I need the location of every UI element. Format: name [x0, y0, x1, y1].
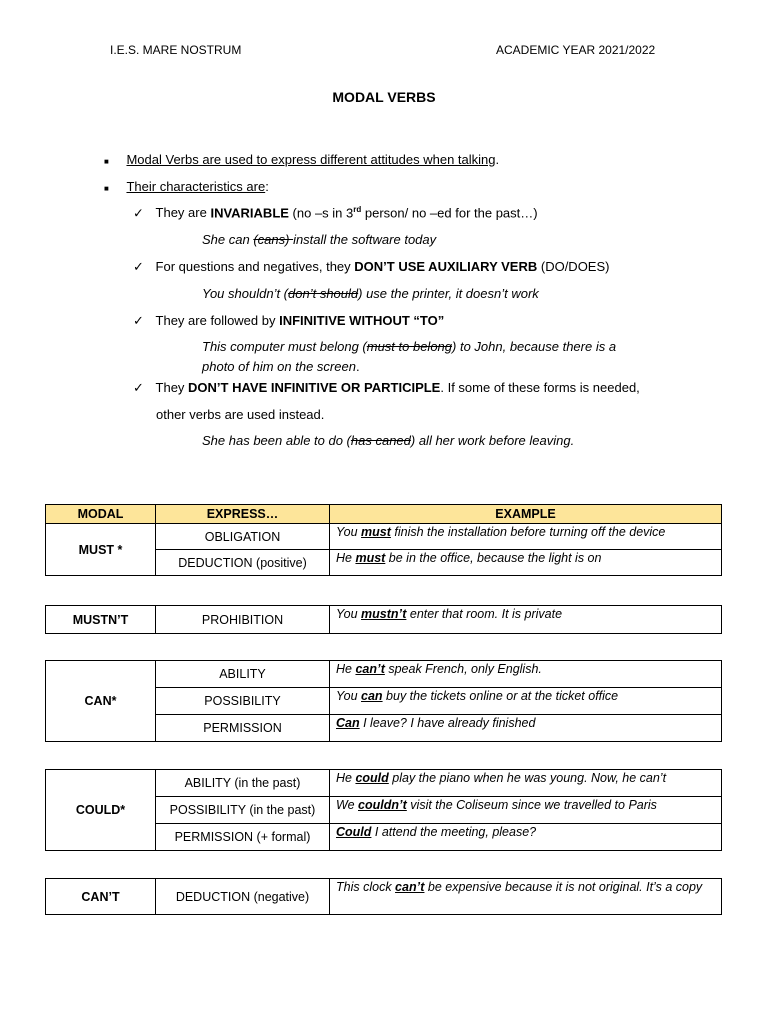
modal-table-can [45, 660, 722, 742]
express-cell: ABILITY [156, 661, 330, 688]
modal-cell: COULD* [46, 770, 156, 851]
page-title: MODAL VERBS [332, 89, 436, 105]
modal-cell: MUST * [46, 524, 156, 576]
modal-table-could [45, 769, 722, 851]
express-cell: PERMISSION (+ formal) [156, 824, 330, 851]
table-row [46, 879, 722, 915]
text: install the software today [293, 232, 437, 247]
text: I attend the meeting, please? [371, 825, 537, 839]
bold-text: INVARIABLE [210, 205, 289, 221]
text: You [336, 525, 362, 539]
bullet-text: Their characteristics are [126, 179, 266, 194]
text: They are [155, 205, 211, 221]
text: speak French, only English. [384, 662, 542, 676]
example-sentence-cont [202, 359, 360, 374]
keyword: Can [336, 716, 360, 730]
modal-table-must [45, 504, 722, 576]
text: For questions and negatives, they [155, 259, 355, 274]
text: He [336, 771, 356, 785]
bold-text: DON’T HAVE INFINITIVE OR PARTICIPLE [188, 380, 441, 395]
express-cell: DEDUCTION (negative) [156, 879, 330, 915]
academic-year: ACADEMIC YEAR 2021/2022 [496, 43, 656, 57]
modal-cell: CAN* [46, 661, 156, 742]
keyword: must [355, 551, 386, 565]
text: person/ no –ed for the past…) [361, 205, 538, 221]
keyword: couldn’t [358, 798, 407, 812]
example-cell [330, 688, 722, 715]
text: buy the tickets online or at the ticket office [382, 689, 619, 703]
bullet-list-item [104, 152, 499, 167]
example-sentence [202, 339, 616, 354]
example-sentence [202, 232, 436, 247]
express-cell: POSSIBILITY [156, 688, 330, 715]
text: This clock [336, 880, 396, 894]
example-cell [330, 824, 722, 851]
bullet-list-item [104, 179, 269, 194]
example-cell [330, 524, 722, 550]
struck-text: (cans) [253, 232, 294, 247]
text: ) to John, because there is a [452, 339, 617, 354]
text: You [336, 689, 362, 703]
table-row [46, 770, 722, 797]
example-cell [330, 550, 722, 576]
text: She has been able to do ( [202, 433, 351, 448]
header-modal: MODAL [46, 505, 156, 524]
keyword: must [361, 525, 391, 539]
text: ) use the printer, it doesn’t work [358, 286, 539, 301]
example-cell [330, 715, 722, 742]
express-cell: POSSIBILITY (in the past) [156, 797, 330, 824]
text: They [155, 380, 189, 395]
header-example: EXAMPLE [330, 505, 722, 524]
table-header-row [46, 505, 722, 524]
checkmark-icon: ✓ [133, 205, 144, 221]
bullet-text: Modal Verbs are used to express different attitudes when talking [126, 152, 496, 167]
header-express: EXPRESS… [156, 505, 330, 524]
example-cell [330, 661, 722, 688]
text: . [355, 359, 360, 374]
example-cell [330, 606, 722, 634]
example-cell [330, 770, 722, 797]
checkmark-icon: ✓ [133, 313, 144, 328]
text: You shouldn’t ( [202, 286, 289, 301]
text: ) all her work before leaving. [410, 433, 575, 448]
table-row [46, 661, 722, 688]
square-bullet-icon: ■ [104, 184, 109, 193]
example-cell [330, 797, 722, 824]
characteristic-item [133, 380, 640, 396]
keyword: Could [336, 825, 372, 839]
bold-text: INFINITIVE WITHOUT “TO” [279, 313, 445, 328]
express-cell: OBLIGATION [156, 524, 330, 550]
express-cell: DEDUCTION (positive) [156, 550, 330, 576]
characteristic-item [133, 259, 609, 275]
modal-table-cant [45, 878, 722, 915]
square-bullet-icon: ■ [104, 157, 109, 166]
text: (no –s in 3 [288, 205, 354, 221]
bullet-punct: : [265, 179, 269, 194]
keyword: could [355, 771, 389, 785]
text: enter that room. It is private [406, 607, 563, 621]
struck-text: has caned [350, 433, 411, 448]
express-cell: PROHIBITION [156, 606, 330, 634]
keyword: can’t [355, 662, 385, 676]
text: (DO/DOES) [537, 259, 610, 274]
text: This computer must belong ( [202, 339, 367, 354]
superscript: rd [353, 205, 362, 214]
school-name: I.E.S. MARE NOSTRUM [110, 43, 242, 57]
text: They are followed by [155, 313, 280, 328]
text: play the piano when he was young. Now, he can’t [388, 771, 667, 785]
bullet-punct: . [495, 152, 500, 167]
struck-text: must to belong [366, 339, 453, 354]
table-row [46, 606, 722, 634]
text: be in the office, because the light is on [385, 551, 602, 565]
express-cell: PERMISSION [156, 715, 330, 742]
bold-text: DON’T USE AUXILIARY VERB [354, 259, 538, 274]
text: He [336, 662, 356, 676]
example-cell [330, 879, 722, 915]
checkmark-icon: ✓ [133, 259, 144, 274]
table-row [46, 524, 722, 550]
text: . If some of these forms is needed, [440, 380, 640, 395]
text: She can [202, 232, 254, 247]
text: visit the Coliseum since we travelled to Paris [406, 798, 657, 812]
text: be expensive because it is not original. It’s a copy [424, 880, 703, 894]
characteristic-item [133, 205, 538, 221]
text: photo of him on the screen [202, 359, 356, 374]
express-cell: ABILITY (in the past) [156, 770, 330, 797]
checkmark-icon: ✓ [133, 380, 144, 395]
text: We [336, 798, 358, 812]
text: finish the installation before turning off the device [390, 525, 666, 539]
keyword: mustn’t [361, 607, 407, 621]
modal-cell: MUSTN’T [46, 606, 156, 634]
keyword: can’t [395, 880, 425, 894]
keyword: can [361, 689, 383, 703]
characteristic-item [133, 313, 444, 329]
example-sentence [202, 433, 574, 448]
text: You [336, 607, 362, 621]
modal-table-mustnt [45, 605, 722, 634]
text: I leave? I have already finished [359, 716, 536, 730]
text: He [336, 551, 356, 565]
characteristic-item-cont: other verbs are used instead. [156, 407, 325, 422]
modal-cell: CAN’T [46, 879, 156, 915]
example-sentence [202, 286, 539, 301]
struck-text: don’t should [288, 286, 359, 301]
